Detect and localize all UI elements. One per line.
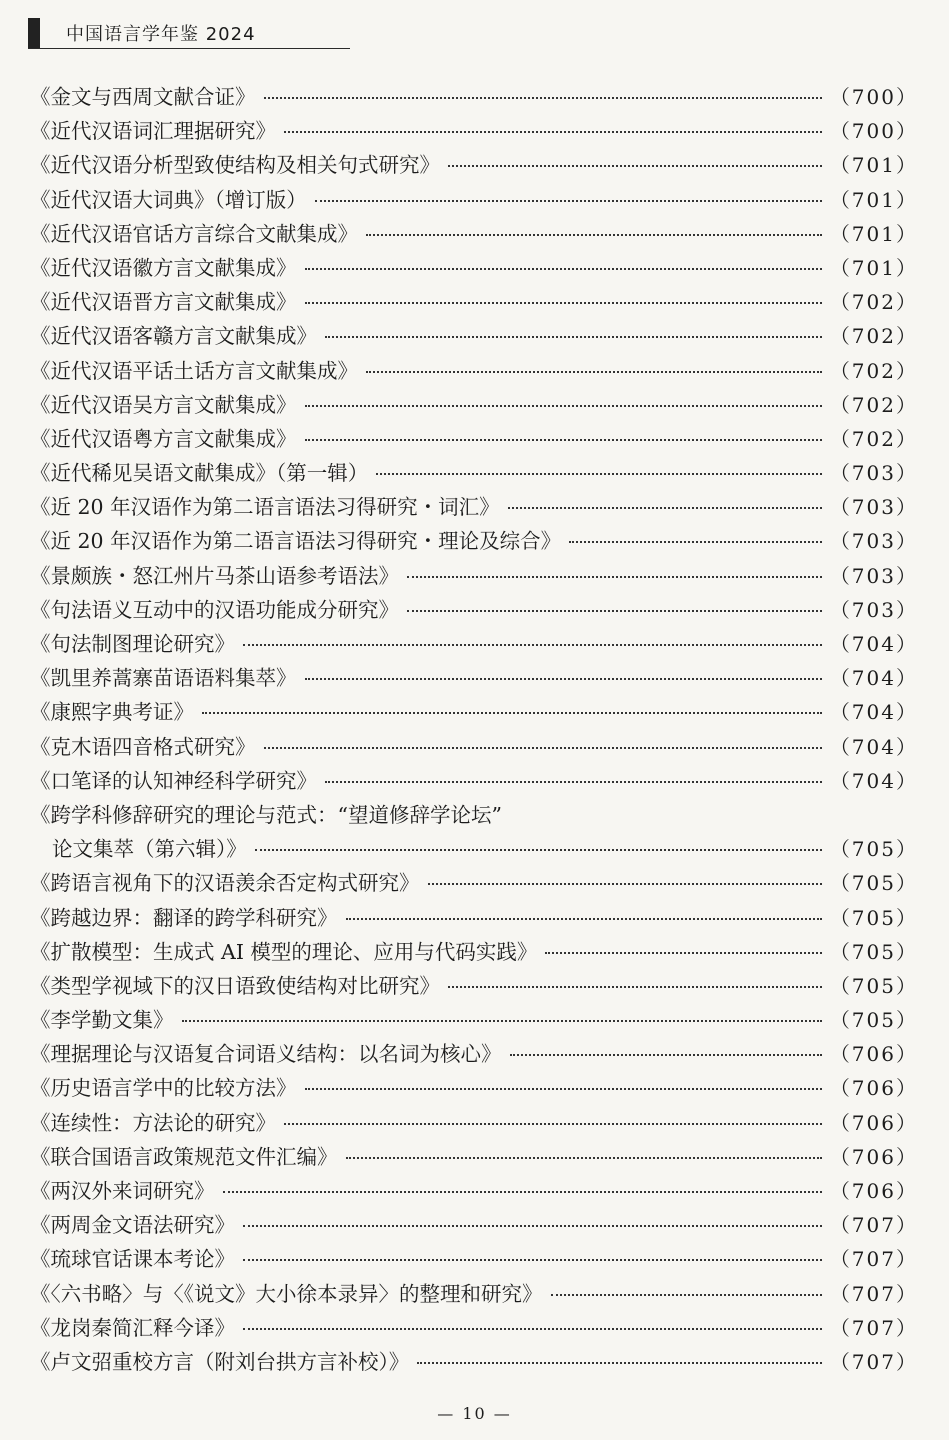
entry-page-number: （703）	[829, 529, 918, 554]
entry-title: 《句法制图理论研究》	[30, 632, 235, 656]
dot-leader	[264, 747, 822, 749]
entry-page-number: （701）	[829, 153, 918, 178]
entry-title: 《近代汉语晋方言文献集成》	[30, 290, 297, 315]
toc-entry	[30, 559, 918, 593]
entry-page-number: （705）	[829, 837, 918, 862]
entry-page-number: （700）	[829, 119, 918, 144]
toc-entry	[30, 866, 918, 900]
entry-page-number: （705）	[829, 939, 918, 964]
toc-entry	[30, 285, 918, 319]
toc-entry	[30, 1106, 918, 1140]
toc-entry	[30, 80, 918, 114]
entry-page-number: （702）	[829, 426, 918, 451]
entry-title: 《金文与西周文献合证》	[30, 85, 256, 109]
dot-leader	[305, 678, 822, 680]
entry-page-number: （707）	[829, 1213, 918, 1238]
entry-page-number: （707）	[829, 1349, 918, 1374]
toc-entry	[30, 1208, 918, 1242]
entry-page-number: （704）	[829, 700, 918, 725]
toc-entry	[30, 1174, 918, 1208]
entry-title: 《近代汉语徽方言文献集成》	[30, 255, 297, 280]
dot-leader	[448, 165, 822, 167]
entry-title: 《跨学科修辞研究的理论与范式：“望道修辞学论坛”	[30, 802, 502, 827]
entry-title: 《类型学视域下的汉日语致使结构对比研究》	[30, 973, 440, 998]
dot-leader	[243, 1259, 822, 1261]
entry-title: 《〈六书略〉与〈《说文》大小徐本录异〉的整理和研究》	[30, 1281, 543, 1306]
dot-leader	[407, 610, 822, 612]
toc-entry	[30, 695, 918, 729]
entry-page-number: （706）	[829, 1076, 918, 1101]
entry-title: 《景颇族・怒江州片马茶山语参考语法》	[30, 563, 399, 588]
dot-leader	[182, 1020, 822, 1022]
entry-title: 《近 20 年汉语作为第二语言语法习得研究・理论及综合》	[30, 529, 562, 554]
toc-entry	[30, 1071, 918, 1105]
entry-page-number: （701）	[829, 221, 918, 246]
entry-page-number: （702）	[829, 290, 918, 315]
dot-leader	[510, 1054, 822, 1056]
dot-leader	[428, 883, 822, 885]
dot-leader	[284, 1123, 822, 1125]
toc-entry	[30, 354, 918, 388]
dot-leader	[223, 1191, 822, 1193]
dot-leader	[264, 97, 822, 99]
entry-title: 《卢文弨重校方言（附刘台拱方言补校）》	[30, 1349, 410, 1374]
dot-leader	[243, 644, 822, 646]
entry-title: 《近代汉语吴方言文献集成》	[30, 392, 297, 417]
entry-title: 《口笔译的认知神经科学研究》	[30, 768, 317, 793]
entry-title: 《近代汉语客赣方言文献集成》	[30, 324, 317, 349]
dot-leader	[417, 1362, 822, 1364]
entry-page-number: （700）	[829, 85, 918, 109]
dot-leader	[325, 781, 822, 783]
toc-entry	[30, 593, 918, 627]
toc-entry	[30, 1037, 918, 1071]
entry-page-number: （706）	[829, 1144, 918, 1169]
table-of-contents	[30, 80, 918, 1379]
entry-title: 《近代汉语分析型致使结构及相关句式研究》	[30, 153, 440, 178]
entry-title: 《历史语言学中的比较方法》	[30, 1076, 297, 1101]
dot-leader	[305, 405, 822, 407]
dot-leader	[346, 1157, 822, 1159]
entry-page-number: （704）	[829, 632, 918, 656]
entry-page-number: （706）	[829, 1179, 918, 1203]
entry-title: 《近代汉语大词典》（增订版）	[30, 187, 307, 212]
toc-entry	[30, 661, 918, 695]
running-header	[28, 14, 350, 49]
dot-leader	[545, 952, 821, 954]
entry-title: 《联合国语言政策规范文件汇编》	[30, 1144, 338, 1169]
entry-page-number: （702）	[829, 392, 918, 417]
entry-title: 论文集萃（第六辑）》	[52, 837, 247, 862]
entry-title: 《理据理论与汉语复合词语义结构：以名词为核心》	[30, 1042, 502, 1067]
dot-leader	[366, 234, 822, 236]
entry-title: 《近代汉语官话方言综合文献集成》	[30, 221, 358, 246]
entry-title: 《句法语义互动中的汉语功能成分研究》	[30, 597, 399, 622]
toc-entry	[30, 114, 918, 148]
toc-entry	[30, 388, 918, 422]
toc-entry	[30, 319, 918, 353]
entry-title: 《康熙字典考证》	[30, 700, 194, 725]
dot-leader	[305, 1088, 822, 1090]
dot-leader	[315, 200, 822, 202]
dot-leader	[346, 918, 822, 920]
entry-title: 《两周金文语法研究》	[30, 1213, 235, 1238]
toc-entry	[30, 969, 918, 1003]
dot-leader	[243, 1328, 822, 1330]
entry-title: 《李学勤文集》	[30, 1008, 174, 1033]
dot-leader	[366, 371, 822, 373]
toc-entry	[30, 456, 918, 490]
entry-page-number: （705）	[829, 871, 918, 896]
toc-entry	[30, 1003, 918, 1037]
toc-entry	[30, 251, 918, 285]
toc-entry	[30, 798, 918, 832]
toc-entry	[30, 764, 918, 798]
entry-page-number: （701）	[829, 255, 918, 280]
header-marker-bar	[28, 18, 40, 48]
toc-entry	[30, 627, 918, 661]
entry-title: 《近代汉语平话土话方言文献集成》	[30, 358, 358, 383]
entry-page-number: （704）	[829, 734, 918, 759]
toc-entry	[30, 1345, 918, 1379]
dot-leader	[284, 131, 822, 133]
entry-page-number: （703）	[829, 495, 918, 520]
entry-title: 《跨语言视角下的汉语羡余否定构式研究》	[30, 871, 420, 896]
toc-entry	[30, 183, 918, 217]
entry-page-number: （707）	[829, 1247, 918, 1272]
dot-leader	[202, 712, 822, 714]
toc-entry	[30, 730, 918, 764]
dot-leader	[305, 268, 822, 270]
toc-entry	[30, 832, 918, 866]
dot-leader	[508, 507, 822, 509]
dot-leader	[551, 1294, 822, 1296]
toc-entry	[30, 148, 918, 182]
toc-entry	[30, 490, 918, 524]
toc-entry	[30, 524, 918, 558]
entry-title: 《跨越边界：翻译的跨学科研究》	[30, 905, 338, 930]
toc-entry	[30, 1277, 918, 1311]
entry-title: 《连续性：方法论的研究》	[30, 1110, 276, 1135]
entry-page-number: （703）	[829, 461, 918, 486]
toc-entry	[30, 1140, 918, 1174]
toc-entry	[30, 935, 918, 969]
dot-leader	[325, 336, 822, 338]
entry-page-number: （702）	[829, 324, 918, 349]
entry-page-number: （706）	[829, 1042, 918, 1067]
entry-title: 《扩散模型：生成式 AI 模型的理论、应用与代码实践》	[30, 939, 538, 964]
entry-page-number: （704）	[829, 768, 918, 793]
entry-title: 《近代汉语词汇理据研究》	[30, 119, 276, 144]
entry-page-number: （705）	[829, 905, 918, 930]
dot-leader	[569, 541, 822, 543]
entry-title: 《凯里养蒿寨苗语语料集萃》	[30, 666, 297, 691]
dot-leader	[448, 986, 822, 988]
dot-leader	[376, 473, 822, 475]
header-title: 中国语言学年鉴 2024	[66, 24, 256, 45]
entry-page-number: （704）	[829, 666, 918, 691]
entry-page-number: （706）	[829, 1110, 918, 1135]
entry-title: 《近代稀见吴语文献集成》（第一辑）	[30, 461, 369, 486]
entry-title: 《龙岗秦简汇释今译》	[30, 1315, 235, 1340]
entry-page-number: （705）	[829, 973, 918, 998]
dot-leader	[243, 1225, 822, 1227]
entry-title: 《两汉外来词研究》	[30, 1179, 215, 1203]
entry-title: 《琉球官话课本考论》	[30, 1247, 235, 1272]
dot-leader	[305, 439, 822, 441]
dot-leader	[305, 302, 822, 304]
entry-page-number: （703）	[829, 563, 918, 588]
page-number: — 10 —	[437, 1404, 512, 1423]
toc-entry	[30, 1311, 918, 1345]
entry-title: 《近代汉语粤方言文献集成》	[30, 426, 297, 451]
toc-entry	[30, 901, 918, 935]
toc-entry	[30, 422, 918, 456]
toc-entry	[30, 1242, 918, 1276]
entry-page-number: （703）	[829, 597, 918, 622]
entry-title: 《近 20 年汉语作为第二语言语法习得研究・词汇》	[30, 495, 500, 520]
entry-page-number: （707）	[829, 1315, 918, 1340]
entry-page-number: （702）	[829, 358, 918, 383]
entry-title: 《克木语四音格式研究》	[30, 734, 256, 759]
entry-page-number: （701）	[829, 187, 918, 212]
toc-entry	[30, 217, 918, 251]
dot-leader	[407, 576, 822, 578]
entry-page-number: （707）	[829, 1281, 918, 1306]
entry-page-number: （705）	[829, 1008, 918, 1033]
dot-leader	[255, 849, 822, 851]
